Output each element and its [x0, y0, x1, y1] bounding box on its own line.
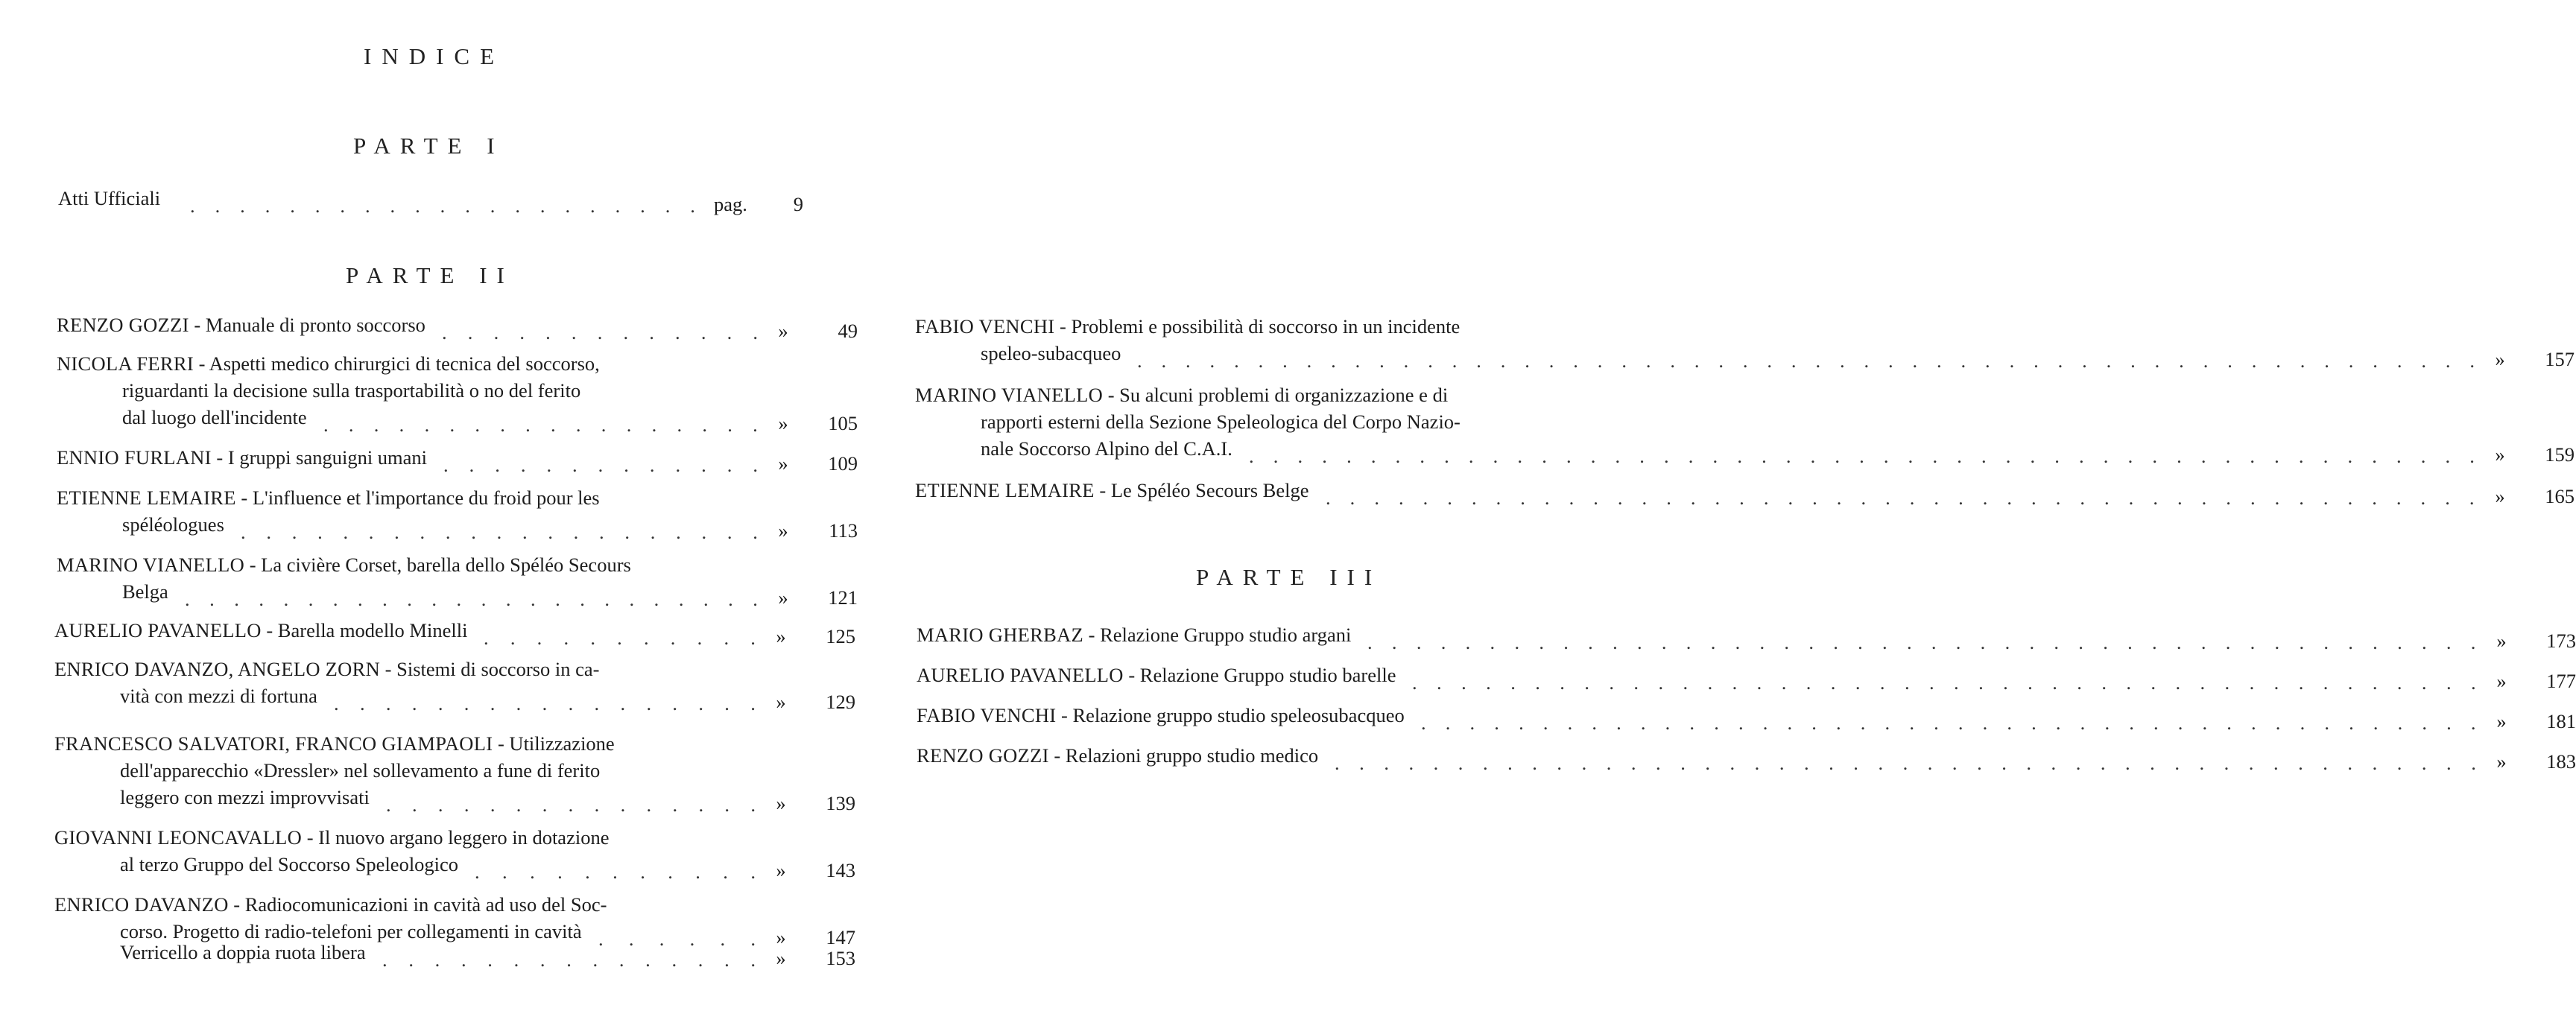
toc-entry: [57, 551, 858, 610]
toc-author: ENNIO FURLANI: [57, 446, 212, 469]
toc-title-text: - Problemi e possibilità di soccorso in un incidente: [1054, 315, 1461, 337]
toc-title-text: - Radiocomunicazioni in cavità ad uso del Soc-: [228, 893, 607, 916]
toc-title-text: - Utilizzazione: [493, 732, 615, 755]
parte-i-heading: PARTE I: [353, 133, 504, 159]
page-number: 105: [828, 412, 858, 434]
toc-entry-line: [54, 851, 855, 883]
toc-entry-line: [917, 702, 2576, 734]
ditto-mark: »: [776, 691, 786, 713]
toc-title-text: - Manuale di pronto soccorso: [189, 314, 425, 336]
ditto-mark: »: [778, 320, 788, 342]
toc-entry-line: [917, 662, 2576, 694]
leader-dots: . . . . . . . . . . . . .: [443, 454, 758, 476]
leader-dots: . . . . . . . . . . . . . . . . . . . . . . . . . . . . . . . . . . . . . . . . . . . .: [1421, 711, 2476, 734]
page-number: 157: [2545, 348, 2575, 370]
page-prefix: pag.: [714, 193, 747, 215]
toc-title-text: - Il nuovo argano leggero in dotazione: [302, 826, 610, 849]
toc-title-text: - Sistemi di soccorso in ca-: [380, 658, 600, 680]
ditto-mark: »: [776, 926, 786, 948]
toc-title-text: riguardanti la decisione sulla trasportabilità o no del ferito: [122, 379, 581, 402]
toc-title-text: - La civière Corset, barella dello Spéléo Secours: [244, 554, 631, 576]
toc-title-text: rapporti esterni della Sezione Speleologica del Corpo Nazio-: [981, 411, 1461, 433]
toc-entry-line: [915, 381, 1668, 408]
leader-dots: . . . . . . . . . . .: [484, 627, 756, 649]
toc-entry: [54, 730, 855, 816]
leader-dots: . . . . . . . . . . . . . . . . . . . . . . . . . . . . . . . . . . . . . . . . . . . . . . . . . . .: [1249, 445, 2475, 467]
toc-entry: [917, 662, 2576, 694]
toc-entry-line: [915, 340, 2575, 372]
toc-entry-line: [54, 682, 855, 714]
page-number: 129: [826, 691, 855, 713]
ditto-mark: »: [778, 586, 788, 609]
toc-entry-line: [54, 939, 855, 971]
page-number: 143: [826, 859, 855, 881]
ditto-mark: »: [2495, 485, 2505, 507]
toc-entry: [54, 656, 855, 714]
toc-title-text: dell'apparecchio «Dressler» nel sollevamento a fune di ferito: [120, 759, 601, 782]
toc-entry-line: [917, 742, 2576, 774]
toc-title-text: corso. Progetto di radio-telefoni per collegamenti in cavità: [120, 920, 582, 942]
toc-title-text: - Su alcuni problemi di organizzazione e di: [1103, 384, 1449, 406]
toc-entry-line: [915, 408, 1668, 435]
page-number: 147: [826, 926, 855, 948]
toc-entry-line: [57, 404, 858, 436]
toc-title-text: - L'influence et l'importance du froid pour les: [235, 487, 600, 509]
leader-dots: . . . . . . . . . . . . . . . . . .: [323, 413, 758, 436]
leader-dots: . . . . . . . . . . . . . . .: [382, 948, 756, 971]
toc-title-text: - I gruppi sanguigni umani: [211, 446, 428, 469]
toc-entry: [915, 381, 2575, 467]
toc-title-text: - Relazione Gruppo studio argani: [1083, 624, 1352, 646]
toc-author: NICOLA FERRI: [57, 352, 194, 375]
toc-title-text: - Le Spéléo Secours Belge: [1094, 479, 1309, 501]
page-number: 181: [2546, 710, 2576, 732]
ditto-mark: »: [776, 792, 786, 814]
toc-entry-line: [54, 784, 855, 816]
toc-entry-line: [54, 757, 807, 784]
toc-entry-line: [57, 511, 858, 543]
toc-author: FRANCESCO SALVATORI, FRANCO GIAMPAOLI: [54, 732, 493, 755]
toc-author: ETIENNE LEMAIRE: [915, 479, 1095, 501]
toc-entry-line: [54, 656, 807, 682]
toc-author: MARIO GHERBAZ: [917, 624, 1083, 646]
leader-dots: . . . . . . . . . . . . . . . . . . . . . . . .: [185, 588, 758, 610]
leader-dots: . . . . . . . . . . . . . . .: [386, 793, 756, 816]
toc-entry-line: [54, 730, 807, 757]
toc-title-text: vità con mezzi di fortuna: [120, 685, 317, 707]
leader-dots: . . . . . . . . . . . . . . . . .: [334, 692, 756, 714]
toc-entry-line: [54, 891, 807, 918]
toc-entry-line: [915, 313, 1668, 340]
toc-entry-line: [54, 824, 807, 851]
page-number: 125: [826, 625, 855, 647]
toc-entry: [54, 939, 855, 971]
toc-entry: [57, 444, 858, 476]
toc-entry-line: [57, 484, 809, 511]
ditto-mark: »: [2496, 630, 2507, 652]
ditto-mark: »: [2496, 670, 2507, 692]
leader-dots: . . . . . . . . . . . . .: [442, 321, 758, 343]
toc-entry-title: Atti Ufficiali: [58, 187, 161, 209]
toc-entry: [917, 742, 2576, 774]
toc-title-text: al terzo Gruppo del Soccorso Speleologico: [120, 853, 459, 875]
toc-title-text: - Aspetti medico chirurgici di tecnica del soccorso,: [193, 352, 600, 375]
toc-author: ETIENNE LEMAIRE: [57, 487, 236, 509]
page-number: 165: [2545, 485, 2575, 507]
toc-title-text: Belga: [122, 580, 168, 603]
toc-title-text: - Relazioni gruppo studio medico: [1048, 744, 1319, 767]
toc-entry-line: [57, 551, 809, 578]
page-number: 177: [2546, 670, 2576, 692]
ditto-mark: »: [2496, 750, 2507, 773]
toc-author: AURELIO PAVANELLO: [917, 664, 1124, 686]
toc-title-text: speleo-subacqueo: [981, 342, 1121, 364]
leader-dots: . . . . . .: [598, 928, 756, 950]
page-number: 183: [2546, 750, 2576, 773]
ditto-mark: »: [2495, 348, 2505, 370]
toc-entry-line: [917, 621, 2576, 653]
page-number: 121: [828, 586, 858, 609]
toc-entry: [54, 891, 855, 950]
toc-author: RENZO GOZZI: [917, 744, 1049, 767]
toc-entry-line: [57, 578, 858, 610]
toc-title-text: - Barella modello Minelli: [261, 619, 468, 641]
leader-dots: . . . . . . . . . . . . . . . . . . . . . . . . . . . . . . . . . . . . . . . . . . . . . . . .: [1326, 487, 2475, 509]
ditto-mark: »: [778, 519, 788, 542]
leader-dots: . . . . . . . . . . . . . . . . . . . . . . . . . . . . . . . . . . . . . . . . . . . . . .: [1367, 631, 2476, 653]
toc-title-text: - Relazione Gruppo studio barelle: [1123, 664, 1396, 686]
toc-title-text: spéléologues: [122, 513, 224, 536]
toc-entry: [915, 313, 2575, 372]
toc-author: MARINO VIANELLO: [57, 554, 245, 576]
page-number: 109: [828, 452, 858, 475]
leader-dots: . . . . . . . . . . . . . . . . . . . . . . . . . . . . . . . . . . . . . . . . . . . . . . .: [1335, 752, 2476, 774]
toc-entry-line: [57, 350, 809, 377]
page-number: 9: [793, 193, 803, 215]
ditto-mark: »: [2495, 443, 2505, 466]
toc-author: RENZO GOZZI: [57, 314, 189, 336]
ditto-mark: »: [2496, 710, 2507, 732]
toc-author: ENRICO DAVANZO, ANGELO ZORN: [54, 658, 381, 680]
page-number: 153: [826, 947, 855, 969]
toc-author: FABIO VENCHI: [915, 315, 1055, 337]
toc-title-text: dal luogo dell'incidente: [122, 406, 307, 428]
toc-entry: [54, 824, 855, 883]
page-number: 159: [2545, 443, 2575, 466]
toc-entry: [57, 484, 858, 543]
toc-entry: [54, 617, 855, 649]
ditto-mark: »: [776, 859, 786, 881]
leader-dots: . . . . . . . . . . . . . . . . . . . . .: [190, 194, 695, 217]
toc-title-text: leggero con mezzi improvvisati: [120, 786, 370, 808]
toc-entry-line: [57, 377, 809, 404]
page-number: 173: [2546, 630, 2576, 652]
index-title: INDICE: [364, 43, 505, 69]
parte-ii-heading: PARTE II: [346, 262, 514, 288]
ditto-mark: »: [778, 412, 788, 434]
leader-dots: . . . . . . . . . . . . . . . . . . . . . . . . . . . . . . . . . . . . . . . . . . . . . . . . . . . . . . . .: [1137, 349, 2475, 372]
toc-title-text: Verricello a doppia ruota libera: [120, 941, 366, 963]
leader-dots: . . . . . . . . . . . . . . . . . . . . .: [241, 521, 758, 543]
toc-entry-line: [54, 617, 855, 649]
toc-entry-line: [57, 311, 858, 343]
page-number: 113: [829, 519, 858, 542]
toc-entry-atti-ufficiali: [58, 185, 811, 217]
toc-author: FABIO VENCHI: [917, 704, 1057, 726]
toc-entry: [915, 477, 2575, 509]
toc-entry-line: [915, 435, 2575, 467]
toc-entry: [917, 702, 2576, 734]
ditto-mark: »: [776, 947, 786, 969]
ditto-mark: »: [776, 625, 786, 647]
toc-entry: [57, 350, 858, 436]
page-number: 49: [838, 320, 858, 342]
toc-title-text: nale Soccorso Alpino del C.A.I.: [981, 437, 1232, 460]
toc-entry-line: [57, 444, 858, 476]
leader-dots: . . . . . . . . . . . . . . . . . . . . . . . . . . . . . . . . . . . . . . . . . . . .: [1412, 671, 2476, 694]
toc-entry: [917, 621, 2576, 653]
ditto-mark: »: [778, 452, 788, 475]
toc-entry-line: [915, 477, 2575, 509]
parte-iii-heading: PARTE III: [1196, 564, 1382, 590]
toc-title-text: - Relazione gruppo studio speleosubacqueo: [1056, 704, 1405, 726]
toc-entry: [57, 311, 858, 343]
leader-dots: . . . . . . . . . . .: [475, 861, 756, 883]
toc-author: ENRICO DAVANZO: [54, 893, 229, 916]
toc-author: AURELIO PAVANELLO: [54, 619, 262, 641]
toc-author: GIOVANNI LEONCAVALLO: [54, 826, 303, 849]
toc-author: MARINO VIANELLO: [915, 384, 1104, 406]
page-number: 139: [826, 792, 855, 814]
